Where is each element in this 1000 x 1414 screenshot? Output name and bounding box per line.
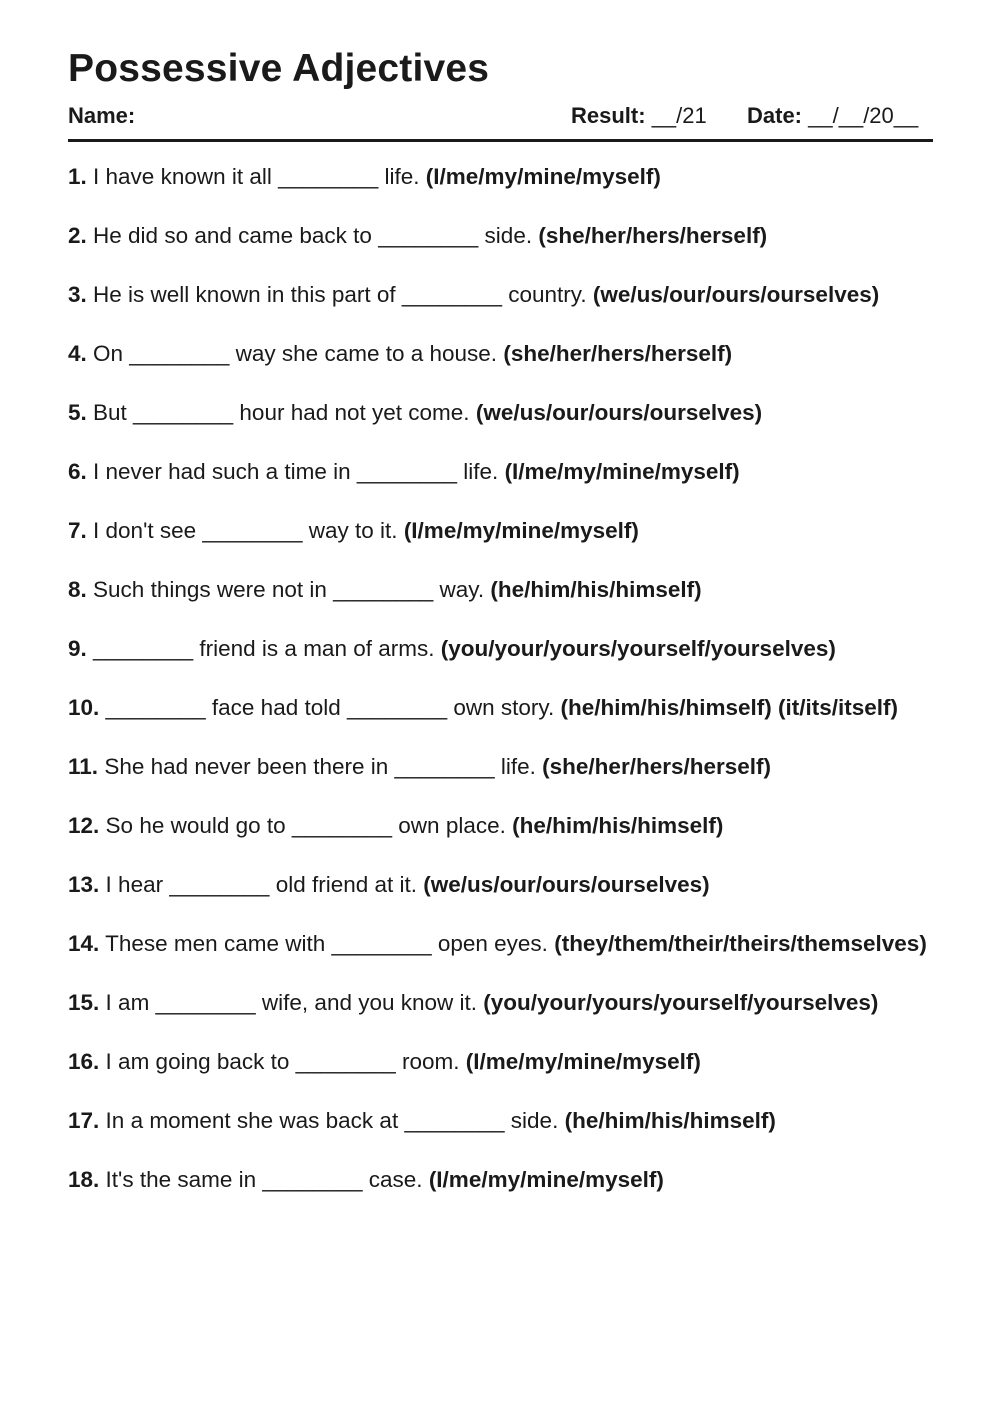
answer-options: (I/me/my/mine/myself) <box>403 518 639 543</box>
name-label: Name: <box>68 103 136 128</box>
question-number: 3. <box>68 282 87 307</box>
question-text: I am ________ wife, and you know it. <box>105 990 478 1015</box>
question-number: 2. <box>68 223 87 248</box>
result-value: __/21 <box>651 103 707 128</box>
question-text: He is well known in this part of ________ country. <box>93 282 587 307</box>
answer-options: (I/me/my/mine/myself) <box>425 164 661 189</box>
question-number: 8. <box>68 577 87 602</box>
question-number: 17. <box>68 1108 100 1133</box>
question-text: ________ face had told ________ own story. <box>105 695 555 720</box>
answer-options: (he/him/his/himself) <box>490 577 702 602</box>
question-number: 6. <box>68 459 87 484</box>
question-item <box>68 868 938 901</box>
question-item <box>68 986 938 1019</box>
answer-options: (she/her/hers/herself) <box>538 223 768 248</box>
answer-options: (we/us/our/ours/ourselves) <box>423 872 710 897</box>
question-item <box>68 573 938 606</box>
question-number: 14. <box>68 931 100 956</box>
question-item <box>68 396 938 429</box>
answer-options: (he/him/his/himself) (it/its/itself) <box>560 695 899 720</box>
question-text: But ________ hour had not yet come. <box>93 400 470 425</box>
question-number: 13. <box>68 872 100 897</box>
answer-options: (she/her/hers/herself) <box>542 754 772 779</box>
question-item <box>68 455 938 488</box>
question-text: These men came with ________ open eyes. <box>105 931 548 956</box>
answer-options: (I/me/my/mine/myself) <box>428 1167 664 1192</box>
question-item <box>68 160 938 193</box>
answer-options: (she/her/hers/herself) <box>503 341 733 366</box>
question-number: 4. <box>68 341 87 366</box>
question-text: So he would go to ________ own place. <box>105 813 506 838</box>
question-item <box>68 278 938 311</box>
result-label: Result: <box>571 103 646 128</box>
page-title: Possessive Adjectives <box>68 47 490 90</box>
answer-options: (they/them/their/theirs/themselves) <box>554 931 927 956</box>
question-number: 5. <box>68 400 87 425</box>
answer-options: (I/me/my/mine/myself) <box>465 1049 701 1074</box>
date-value: __/__/20__ <box>808 103 919 128</box>
question-text: I hear ________ old friend at it. <box>105 872 418 897</box>
question-number: 16. <box>68 1049 100 1074</box>
question-number: 7. <box>68 518 87 543</box>
answer-options: (you/your/yours/yourself/yourselves) <box>440 636 836 661</box>
question-number: 1. <box>68 164 87 189</box>
answer-options: (he/him/his/himself) <box>564 1108 776 1133</box>
date-label: Date: <box>747 103 803 128</box>
question-item <box>68 1045 938 1078</box>
question-number: 12. <box>68 813 100 838</box>
answer-options: (we/us/our/ours/ourselves) <box>592 282 880 307</box>
question-text: It's the same in ________ case. <box>105 1167 423 1192</box>
date-field <box>747 102 918 130</box>
answer-options: (we/us/our/ours/ourselves) <box>475 400 763 425</box>
question-item <box>68 514 938 547</box>
question-number: 11. <box>68 754 99 779</box>
result-field <box>571 102 707 130</box>
answer-options: (I/me/my/mine/myself) <box>504 459 740 484</box>
question-number: 9. <box>68 636 87 661</box>
question-text: I have known it all ________ life. <box>93 164 420 189</box>
question-number: 10. <box>68 695 100 720</box>
question-number: 18. <box>68 1167 100 1192</box>
question-item <box>68 219 938 252</box>
question-item <box>68 750 938 783</box>
header-divider <box>68 139 933 142</box>
question-text: I am going back to ________ room. <box>105 1049 460 1074</box>
question-list <box>68 160 938 1222</box>
question-text: I never had such a time in ________ life. <box>93 459 499 484</box>
question-text: In a moment she was back at ________ side. <box>105 1108 559 1133</box>
question-item <box>68 337 938 370</box>
answer-options: (he/him/his/himself) <box>512 813 724 838</box>
question-text: ________ friend is a man of arms. <box>93 636 435 661</box>
question-item <box>68 927 938 960</box>
question-number: 15. <box>68 990 100 1015</box>
question-item <box>68 1104 938 1137</box>
question-item <box>68 632 938 665</box>
question-text: Such things were not in ________ way. <box>93 577 485 602</box>
question-text: He did so and came back to ________ side. <box>93 223 533 248</box>
question-text: On ________ way she came to a house. <box>93 341 498 366</box>
question-item <box>68 1163 938 1196</box>
question-item <box>68 809 938 842</box>
answer-options: (you/your/yours/yourself/yourselves) <box>483 990 879 1015</box>
question-text: She had never been there in ________ life. <box>104 754 536 779</box>
question-item <box>68 691 938 724</box>
worksheet-meta <box>68 102 933 130</box>
question-text: I don't see ________ way to it. <box>93 518 398 543</box>
